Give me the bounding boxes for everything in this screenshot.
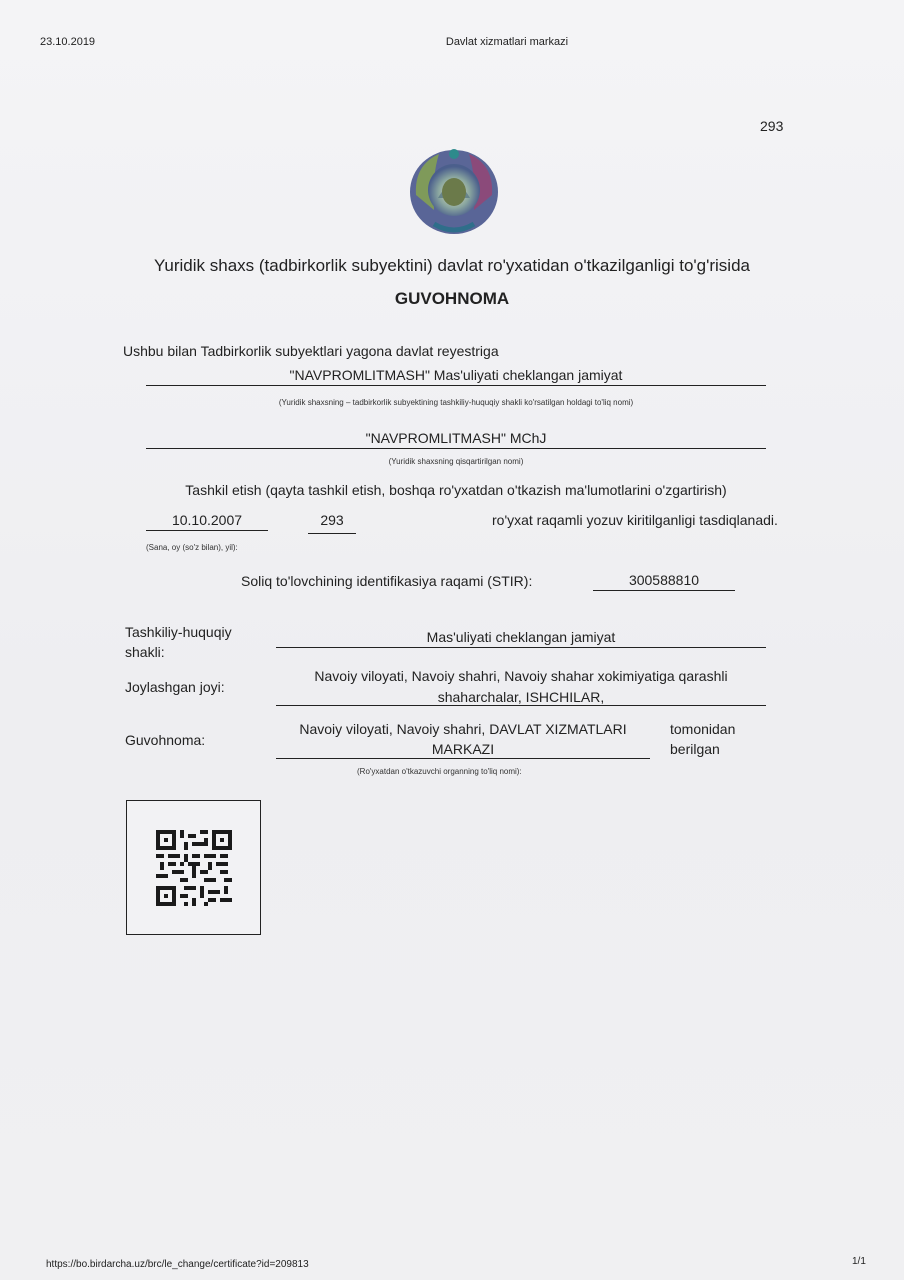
- qr-code-frame: [126, 800, 261, 935]
- registration-action: Tashkil etish (qayta tashkil etish, boshqa ro'yxatdan o'tkazish ma'lumotlarini o'zgartirish): [185, 482, 727, 498]
- page-indicator: 1/1: [852, 1256, 866, 1267]
- qr-code-icon: [156, 830, 232, 906]
- document-title: Yuridik shaxs (tadbirkorlik subyektini) davlat ro'yxatidan o'tkazilganligi to'g'risida: [154, 256, 750, 275]
- location-value-line1: Navoiy viloyati, Navoiy shahri, Navoiy shahar xokimiyatiga qarashli: [314, 668, 728, 684]
- stir-label: Soliq to'lovchining identifikasiya raqami (STIR):: [241, 573, 533, 589]
- location-underline: [276, 705, 766, 706]
- stir-underline: [593, 590, 735, 591]
- full-name-underline: [146, 385, 766, 386]
- issuer-value: [276, 719, 650, 759]
- issued-by-text: [670, 719, 735, 759]
- issuer-underline: [276, 758, 650, 759]
- registration-confirm-text: ro'yxat raqamli yozuv kiritilganligi tasdiqlanadi.: [492, 512, 778, 528]
- agency-header: Davlat xizmatlari markazi: [445, 36, 569, 48]
- issuer-value-line1: Navoiy viloyati, Navoiy shahri, DAVLAT XIZMATLARI: [299, 721, 627, 737]
- registration-date: 10.10.2007: [171, 512, 243, 528]
- issuer-caption: (Ro'yxatdan o'tkazuvchi organning to'liq nomi):: [357, 767, 522, 776]
- issued-by-line2: berilgan: [670, 741, 720, 757]
- legal-form-label-line2: shakli:: [125, 644, 165, 660]
- document-heading: GUVOHNOMA: [394, 289, 510, 308]
- location-value-line2: shaharchalar, ISHCHILAR,: [437, 689, 605, 705]
- document-number: 293: [760, 118, 784, 134]
- short-name-value: "NAVPROMLITMASH" MChJ: [365, 430, 547, 446]
- registration-date-underline: [146, 530, 268, 531]
- location-value: [276, 666, 766, 708]
- issuer-value-line2: MARKAZI: [431, 741, 495, 757]
- location-label: Joylashgan joyi:: [125, 679, 225, 695]
- state-emblem-icon: [404, 140, 504, 240]
- intro-text: Ushbu bilan Tadbirkorlik subyektlari yagona davlat reyestriga: [123, 343, 499, 359]
- full-name-caption: (Yuridik shaxsning – tadbirkorlik subyektining tashkiliy-huquqiy shakli ko'rsatilgan holdagi to'liq nomi): [278, 398, 634, 407]
- date-caption: (Sana, oy (so'z bilan), yil):: [146, 543, 238, 552]
- legal-form-value: Mas'uliyati cheklangan jamiyat: [426, 629, 616, 645]
- source-url: https://bo.birdarcha.uz/brc/le_change/certificate?id=209813: [46, 1259, 309, 1270]
- stir-value: 300588810: [628, 572, 700, 588]
- short-name-caption: (Yuridik shaxsning qisqartirilgan nomi): [388, 457, 524, 466]
- issued-by-line1: tomonidan: [670, 721, 736, 737]
- certificate-label: Guvohnoma:: [125, 732, 206, 748]
- legal-form-label-line1: Tashkiliy-huquqiy: [125, 624, 232, 640]
- legal-form-label: [125, 622, 232, 662]
- short-name-underline: [146, 448, 766, 449]
- print-date: 23.10.2019: [40, 36, 96, 48]
- full-name-value: "NAVPROMLITMASH" Mas'uliyati cheklangan jamiyat: [289, 367, 623, 383]
- registration-number: 293: [320, 512, 344, 528]
- registration-number-underline: [308, 533, 356, 534]
- legal-form-underline: [276, 647, 766, 648]
